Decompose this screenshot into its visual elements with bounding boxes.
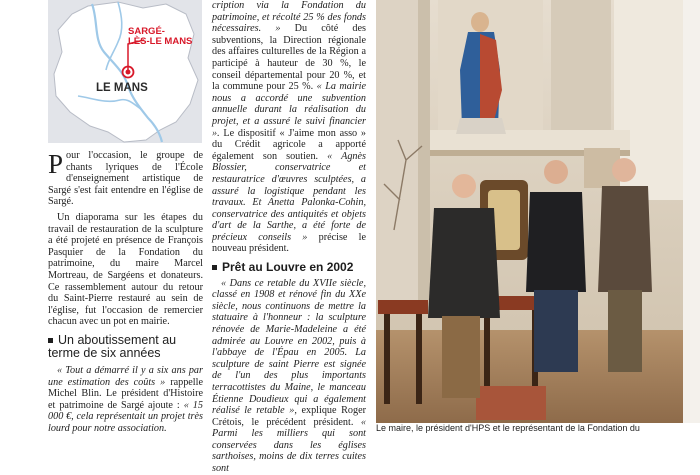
map-graphic — [48, 0, 202, 143]
chair-leg — [416, 314, 422, 404]
bullet-square-icon — [212, 265, 217, 270]
person-right-trousers — [608, 290, 642, 372]
statue-base — [456, 118, 506, 134]
stone-pillar-left — [376, 0, 418, 300]
person-left-trousers — [442, 316, 480, 398]
person-middle-jeans — [534, 290, 578, 372]
quote-4: « La mairie nous a accordé une subvention annuelle durant la réalisation du projet, et a assuré le suivi financier ». — [212, 81, 367, 139]
chair-seat-front — [476, 386, 546, 420]
article-column-1 — [48, 150, 203, 434]
subheading-1 — [48, 334, 203, 361]
person-middle-jacket — [526, 192, 586, 292]
church-photo — [376, 0, 683, 423]
subheading-2 — [212, 261, 366, 275]
paragraph-4-text-1: Du côté des subventions, la Direction régionale des affaires culturelles de la Région a participé à hauteur de 30 %, le conseil départemental pour 20 %, et la commune pour 25 %. — [212, 23, 366, 93]
stone-pillar-right — [551, 0, 611, 140]
quote-3: cription via la Fondation du patrimoine, et récolté 25 % des fonds nécessaires. » — [212, 0, 366, 35]
paragraph-5-text: , explique Roger Crétois, le précédent président. — [212, 405, 366, 428]
map-label-sarge — [128, 27, 192, 47]
person-right-head — [612, 158, 636, 182]
map-label-le-mans: LE MANS — [96, 82, 148, 94]
paragraph-5 — [212, 278, 366, 475]
person-right-jacket — [598, 186, 652, 292]
subheading-2-text: Prêt au Louvre en 2002 — [222, 260, 354, 275]
person-left-coat — [428, 208, 500, 318]
subheading-1-text: Un aboutissement au terme de six années — [48, 332, 177, 361]
statue-head — [471, 12, 489, 32]
quote-5: « Agnès Blossier, conservatrice et restauratrice d'œuvres sculptées, a assuré la logistique pendant les travaux. Et Anetta Palonka-Cohin, conservatrice des antiquités et objets d'art de la Sarthe, a été forte de précieux conseils » — [212, 150, 366, 243]
chair-leg — [384, 314, 390, 404]
paragraph-1-text: our l'occasion, le groupe de chants lyriques de l'École d'enseignement artistique de Sargé s'est fait entendre en l'église de Sargé. — [48, 150, 203, 208]
person-left-head — [452, 174, 476, 198]
article-column-2 — [212, 0, 366, 475]
page-edge — [683, 0, 700, 423]
chair-seat-left — [378, 300, 428, 314]
paragraph-3 — [48, 365, 203, 435]
paragraph-4-text-3: précise le nouveau président. — [212, 231, 366, 255]
paragraph-4 — [212, 0, 366, 255]
photo-illustration — [376, 0, 683, 423]
location-map — [48, 0, 202, 143]
quote-2: « 15 000 €, cela représentait un projet très lourd pour notre association. — [48, 399, 203, 434]
map-label-sarge-line1: SARGÉ- — [128, 26, 165, 37]
drop-cap: P — [48, 149, 64, 179]
location-marker-dot — [126, 70, 131, 75]
paragraph-2: Un diaporama sur les étapes du travail de restauration de la sculpture a été projeté en présence de François Pasquier de la Fondation du patrimoine, du maire Marcel Mortreau, de Sargéens et donateurs. Ce rassemblement autour du retour du Saint-Pierre restauré au sein de l'église, fut l'occasion de remercier chacun avec un pot en mairie. — [48, 211, 203, 328]
paragraph-1 — [48, 150, 203, 208]
quote-7: « Parmi les milliers qui sont conservées dans les églises sarthoises, moins de dix terres cuites sont — [212, 416, 366, 475]
paragraph-4-text-2: Le dispositif « J'aime mon asso » du Crédit agricole a apporté également son soutien. — [212, 127, 366, 162]
map-label-sarge-line2: LÈS-LE MANS — [128, 36, 193, 47]
paragraph-3-text: rappelle Michel Blin. Le président d'Histoire et patrimoine de Sargé ajoute : — [48, 376, 203, 411]
bullet-square-icon — [48, 338, 53, 343]
person-middle-head — [544, 160, 568, 184]
pillar-shadow — [418, 0, 430, 300]
quote-6: « Dans ce retable du XVIIe siècle, classé en 1908 et rénové fin du XXe siècle, nous continuons de mettre la statuaire à l'honneur : la sculpture rénovée de Marie-Madeleine a été admirée au Louvre en 2002, puis à l'abbaye de l'Épau en 2005. La sculpture de saint Pierre est signée de l'un des plus importants terracottistes du Maine, le manceau Étienne Doudieux qui a également réalisé le retable » — [212, 277, 366, 417]
photo-caption: Le maire, le président d'HPS et le représentant de la Fondation du — [376, 423, 640, 433]
quote-1: « Tout a démarré il y a six ans par une estimation des coûts » — [48, 364, 203, 388]
